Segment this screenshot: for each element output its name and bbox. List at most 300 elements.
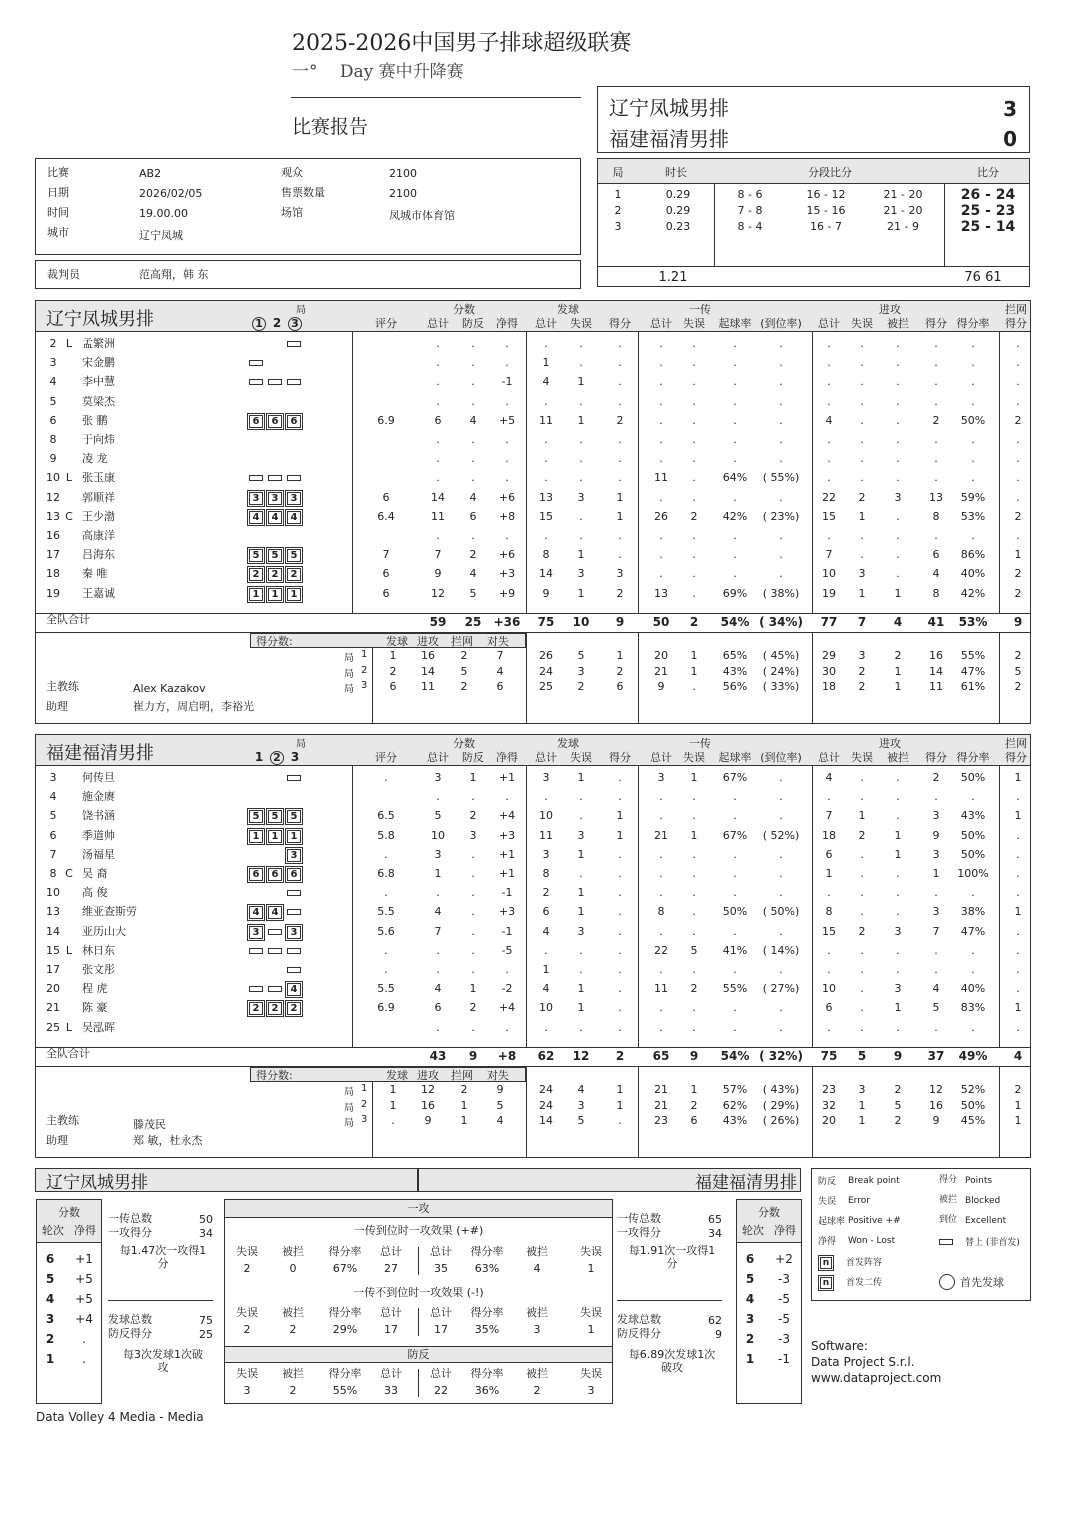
table-row[interactable] [36, 925, 1030, 943]
stat-cell: 2 [469, 1001, 477, 1015]
stat-cell: . [971, 356, 975, 370]
stat-cell: 2 [690, 509, 698, 523]
stat-cell: 4 [469, 567, 477, 581]
info-key: 比赛 [47, 166, 69, 179]
stat-cell: . [618, 337, 622, 350]
stat-cell: . [544, 529, 548, 542]
stat-cell: . [618, 394, 622, 408]
table-row[interactable] [36, 510, 1030, 528]
table-row[interactable] [36, 471, 1030, 489]
set-stat: 29 [822, 649, 836, 662]
stat-cell: 9 [434, 567, 442, 581]
sub-cell: 16 [421, 1098, 435, 1112]
stat-cell: 10 [431, 828, 445, 842]
side-stat-label: 发球总数 [617, 1313, 661, 1326]
stat-cell: . [733, 529, 737, 542]
table-row[interactable] [36, 587, 1030, 605]
table-row[interactable] [36, 567, 1030, 585]
stat-cell: 5 [469, 586, 477, 600]
stat-cell: . [1016, 356, 1020, 370]
table-row[interactable] [36, 1001, 1030, 1019]
stat-cell: 50% [960, 847, 986, 861]
attack-head: 失误 [580, 1367, 602, 1380]
stat-cell: . [659, 809, 663, 823]
stat-cell: . [436, 963, 440, 976]
stat-cell: . [971, 790, 975, 804]
set-mark: 2 [272, 316, 282, 330]
table-row[interactable] [36, 1021, 1030, 1039]
table-row[interactable] [36, 867, 1030, 885]
stat-cell: . [971, 375, 975, 389]
side-stat-note: 每1.47次一攻得1分 [119, 1244, 207, 1270]
stat-cell: 8 [932, 586, 940, 600]
set-partial: 21 - 20 [883, 188, 923, 201]
stat-cell: . [471, 1020, 475, 1034]
total-cell: 5 [857, 1049, 867, 1063]
stat-cell: . [505, 963, 509, 976]
stat-cell: 5.6 [377, 924, 395, 938]
table-row[interactable] [36, 905, 1030, 923]
stat-cell: . [471, 886, 475, 900]
starting-position: 5 [268, 549, 282, 562]
stat-cell: 3 [932, 847, 940, 861]
legend-key: 净得 [818, 1237, 837, 1247]
attack-head: 得分率 [328, 1306, 362, 1319]
team-name: 辽宁凤城男排 [46, 309, 154, 330]
software-url[interactable]: www.dataproject.com [811, 1371, 942, 1385]
stat-cell: . [1016, 394, 1020, 408]
attack-head: 得分率 [470, 1306, 504, 1319]
stat-cell: . [505, 452, 509, 466]
set-stat: 2 [894, 1083, 902, 1096]
table-row[interactable] [36, 809, 1030, 827]
stat-cell: 1 [894, 1001, 902, 1015]
col-header: 防反 [462, 317, 484, 330]
table-row[interactable] [36, 771, 1030, 789]
set-stat: 2 [616, 664, 624, 678]
side-stat-note: 每1.91次一攻得1分 [628, 1244, 716, 1270]
player-sets [249, 529, 306, 542]
stat-cell: 5.8 [377, 828, 395, 842]
starting-position: 3 [287, 492, 301, 505]
stat-cell: . [896, 548, 900, 562]
stat-cell: . [733, 847, 737, 861]
legend-value: 首先发球 [960, 1276, 1004, 1289]
stat-cell: . [860, 867, 864, 880]
stat-cell: . [544, 943, 548, 957]
total-cell: 43 [429, 1049, 447, 1063]
player-sets [249, 963, 306, 976]
player-number: 21 [46, 1001, 60, 1015]
stat-cell: . [779, 1020, 783, 1034]
stat-cell: 1 [894, 847, 902, 861]
attack-value: 22 [434, 1384, 448, 1397]
player-name: 亚历山大 [82, 924, 126, 938]
stat-cell: 11 [539, 828, 553, 842]
table-row[interactable] [36, 375, 1030, 393]
starting-position: 2 [287, 568, 301, 581]
coach-label: 主教练 [46, 680, 79, 693]
attack-head: 得分率 [328, 1245, 362, 1258]
col-header: 总计 [650, 751, 672, 764]
stat-cell: . [505, 394, 509, 408]
set-stat: . [618, 1114, 622, 1127]
player-sets [249, 886, 306, 899]
set-mark: 1 [254, 750, 264, 764]
stat-cell: 1 [616, 490, 624, 504]
stat-cell: . [827, 452, 831, 466]
player-number: 2 [49, 337, 57, 350]
mid-divider [418, 1308, 419, 1336]
stat-cell: . [544, 1020, 548, 1034]
attack-head: 得分率 [328, 1367, 362, 1380]
away-team-name: 福建福清男排 [609, 127, 729, 151]
total-cell: 65 [652, 1049, 670, 1063]
stat-cell: . [384, 771, 388, 784]
report-title: 2025-2026中国男子排球超级联赛 [292, 31, 632, 56]
total-cell: 50 [652, 615, 670, 629]
stat-cell: . [1016, 490, 1020, 504]
stat-cell: 1 [577, 847, 585, 861]
col-header: 失误 [851, 317, 873, 330]
stat-cell: . [579, 394, 583, 408]
legend-value: 首发阵容 [846, 1258, 883, 1268]
stat-cell: 1 [542, 356, 550, 370]
stat-cell: . [896, 452, 900, 466]
stat-cell: . [436, 337, 440, 350]
stat-cell: 3 [577, 924, 585, 938]
table-row[interactable] [36, 982, 1030, 1000]
stat-cell: . [934, 394, 938, 408]
col-header: 总计 [650, 317, 672, 330]
stat-cell: 6 [434, 413, 442, 427]
info-value: 2026/02/05 [139, 187, 203, 200]
sub-cell: 1 [389, 1083, 397, 1096]
starting-lineup-icon: n [820, 1257, 832, 1269]
rotation-net: +2 [775, 1252, 793, 1266]
stat-cell: 1 [616, 809, 624, 823]
stat-cell: . [860, 433, 864, 446]
attack-head: 被拦 [282, 1306, 304, 1319]
table-row[interactable] [36, 414, 1030, 432]
rotation-number: 2 [745, 1332, 755, 1346]
coach-name: 滕茂民 [133, 1118, 166, 1131]
player-number: 5 [49, 809, 57, 823]
stat-cell: . [971, 529, 975, 542]
stat-cell: . [860, 790, 864, 804]
player-number: 5 [49, 394, 57, 408]
player-number: 19 [46, 586, 60, 600]
attack-head: 被拦 [526, 1306, 548, 1319]
stat-cell: . [934, 356, 938, 370]
stat-cell: 10 [539, 1001, 553, 1015]
stat-cell: . [733, 394, 737, 408]
table-row[interactable] [36, 944, 1030, 962]
set-number: 1 [614, 188, 622, 201]
total-cell: 4 [1013, 1049, 1023, 1063]
rotation-net: +5 [75, 1272, 93, 1286]
set-word: 局 [344, 1118, 354, 1129]
stat-cell: . [779, 1001, 783, 1015]
assistant-names: 郑 敏，杜永杰 [133, 1134, 203, 1147]
total-cell: 37 [927, 1049, 945, 1063]
stat-cell: 1 [1014, 771, 1022, 784]
player-number: 8 [49, 433, 57, 446]
stat-cell: . [896, 356, 900, 370]
table-row[interactable] [36, 848, 1030, 866]
substitute-bar [268, 475, 282, 481]
attack-value: 1 [587, 1323, 595, 1336]
sub-cell: 14 [421, 664, 435, 678]
stat-cell: 1 [858, 809, 866, 823]
assistant-names: 崔力方，周启明，李裕光 [133, 700, 254, 713]
stat-cell: . [579, 867, 583, 880]
set-stat: 43% [722, 664, 748, 678]
table-row[interactable] [36, 433, 1030, 451]
stat-cell: 6 [434, 1001, 442, 1015]
stat-cell: . [659, 790, 663, 804]
side-stat-value: 9 [715, 1328, 722, 1341]
stat-cell: . [618, 452, 622, 466]
stat-cell: 38% [960, 905, 986, 919]
stat-cell: . [779, 356, 783, 370]
player-number: 10 [46, 471, 60, 485]
set-stat: 30 [822, 664, 836, 678]
stat-cell: 4 [434, 982, 442, 996]
stat-cell: 1 [577, 586, 585, 600]
rotation-col: 轮次 [742, 1224, 764, 1237]
stat-cell: 14 [539, 567, 553, 581]
attack-head: 总计 [380, 1306, 402, 1319]
stat-cell: +3 [498, 828, 516, 842]
info-value: 2100 [389, 167, 417, 180]
stat-cell: . [471, 790, 475, 804]
stat-cell: . [1016, 433, 1020, 446]
rotation-number: 4 [45, 1292, 55, 1306]
starting-position: 4 [287, 511, 301, 524]
player-role: C [65, 867, 73, 880]
set-stat: 32 [822, 1098, 836, 1112]
stat-cell: 9 [932, 828, 940, 842]
stat-cell: . [733, 452, 737, 466]
stat-cell: . [436, 471, 440, 485]
header-line [36, 331, 1030, 332]
sub-header: 拦网 [451, 635, 473, 648]
attack-head: 得分率 [470, 1367, 504, 1380]
rotation-number: 2 [45, 1332, 55, 1346]
table-row[interactable] [36, 548, 1030, 566]
table-row[interactable] [36, 790, 1030, 808]
stat-cell: . [779, 567, 783, 581]
stat-cell: . [505, 529, 509, 542]
stat-cell: 11 [431, 509, 445, 523]
stat-cell: 7 [825, 809, 833, 823]
table-row[interactable] [36, 529, 1030, 547]
info-key: 时间 [47, 206, 69, 219]
stat-cell: . [1016, 847, 1020, 861]
set-stat: ( 45%) [762, 649, 800, 662]
group-header: 一传 [689, 737, 711, 750]
total-cell: 2 [615, 1049, 625, 1063]
stat-cell: 8 [825, 905, 833, 919]
set-stat: 1 [858, 1098, 866, 1112]
stat-cell: . [1016, 471, 1020, 485]
stat-cell: . [618, 790, 622, 804]
stat-cell: . [471, 905, 475, 919]
table-row[interactable] [36, 886, 1030, 904]
col-header: 得分 [925, 751, 947, 764]
stat-cell: 12 [431, 586, 445, 600]
stat-cell: 4 [542, 375, 550, 389]
stat-cell: . [471, 847, 475, 861]
stat-cell: . [860, 1001, 864, 1015]
stat-cell: 10 [822, 982, 836, 996]
set-stat: 21 [654, 1098, 668, 1112]
set-mark: 1 [252, 317, 266, 331]
side-stats [617, 1208, 722, 1388]
set-stat: 12 [929, 1083, 943, 1096]
total-cell: 54% [720, 615, 750, 629]
rotation-net: +1 [75, 1252, 93, 1266]
starting-position: 3 [249, 492, 263, 505]
attack-value: 27 [384, 1262, 398, 1275]
player-number: 8 [49, 867, 57, 880]
starting-position: 3 [287, 926, 301, 939]
stat-cell: . [505, 1020, 509, 1034]
stat-cell: . [733, 433, 737, 446]
rotation-net: -5 [778, 1292, 790, 1306]
stat-cell: . [733, 1020, 737, 1034]
player-name: 陈 豪 [82, 1001, 108, 1015]
stat-cell: . [471, 529, 475, 542]
stat-cell: 4 [434, 905, 442, 919]
away-team-table [35, 734, 1031, 1158]
stat-cell: 9 [542, 586, 550, 600]
stat-cell: . [827, 1020, 831, 1034]
player-name: 施金赓 [82, 790, 115, 804]
starting-position: 4 [287, 983, 301, 996]
total-duration: 1.21 [658, 270, 688, 285]
stat-cell: . [1016, 375, 1020, 389]
starting-position: 2 [268, 568, 282, 581]
starting-position: 5 [287, 810, 301, 823]
stat-cell: 2 [858, 490, 866, 504]
rotation-number: 3 [45, 1312, 55, 1326]
player-number: 7 [49, 847, 57, 861]
stat-cell: 4 [825, 771, 833, 784]
rotation-number: 1 [45, 1352, 55, 1366]
side-stat-label: 一传总数 [108, 1212, 152, 1225]
stat-cell: . [692, 337, 696, 350]
software-company: Data Project S.r.l. [811, 1355, 915, 1369]
stat-cell: ( 38%) [762, 586, 800, 600]
side-stat-label: 防反得分 [617, 1327, 661, 1340]
stat-cell: 1 [469, 771, 477, 784]
table-row[interactable] [36, 452, 1030, 470]
set-stat: 43% [722, 1114, 748, 1127]
sub-cell: 7 [496, 649, 504, 662]
total-label: 全队合计 [46, 1047, 90, 1060]
stat-cell: 4 [932, 982, 940, 996]
stat-cell: . [934, 452, 938, 466]
stat-cell: 7 [434, 548, 442, 562]
stat-cell: . [860, 982, 864, 996]
table-row[interactable] [36, 491, 1030, 509]
stat-cell: . [779, 452, 783, 466]
player-number: 4 [49, 790, 57, 804]
stat-cell: . [692, 963, 696, 976]
legend-value: 首发二传 [846, 1278, 883, 1288]
attack-value: 55% [332, 1384, 358, 1397]
set-partial: 21 - 9 [887, 220, 919, 233]
stat-cell: . [659, 1020, 663, 1034]
table-row[interactable] [36, 356, 1030, 374]
attack-head: 总计 [430, 1306, 452, 1319]
player-number: 15 [46, 943, 60, 957]
stat-cell: 100% [957, 867, 989, 880]
set-stat: ( 43%) [762, 1083, 800, 1096]
total-cell: 9 [1013, 615, 1023, 629]
table-row[interactable] [36, 337, 1030, 355]
rotation-col: 净得 [774, 1224, 796, 1237]
col-header: 净得 [496, 751, 518, 764]
info-value: 辽宁凤城 [139, 229, 183, 242]
set-stat: 2 [1014, 1083, 1022, 1096]
col-header: 总计 [427, 317, 449, 330]
info-value: AB2 [139, 167, 162, 180]
rotation-col: 轮次 [42, 1224, 64, 1237]
sub-cell: 12 [421, 1083, 435, 1096]
stat-cell: . [733, 375, 737, 389]
sets-box [597, 158, 1030, 287]
stat-cell: . [971, 471, 975, 485]
set-stat: 2 [894, 649, 902, 662]
col-header: 失误 [683, 751, 705, 764]
stat-cell: . [544, 394, 548, 408]
set-stat: 4 [577, 1083, 585, 1096]
stat-cell: . [896, 886, 900, 900]
stat-cell: . [733, 1001, 737, 1015]
set-stat: 56% [722, 680, 748, 693]
player-sets [249, 356, 306, 369]
stat-cell: . [579, 963, 583, 976]
stat-cell: . [779, 809, 783, 823]
legend-box [811, 1168, 1031, 1301]
stat-cell: 2 [616, 413, 624, 427]
table-row[interactable] [36, 963, 1030, 981]
player-name: 李中慧 [82, 375, 115, 389]
side-stat-label: 发球总数 [108, 1313, 152, 1326]
stat-cell: . [471, 943, 475, 957]
table-row[interactable] [36, 829, 1030, 847]
attack-head: 总计 [380, 1245, 402, 1258]
set-row [36, 1083, 1030, 1098]
set-word: 局 [344, 684, 354, 695]
starting-position: 5 [249, 549, 263, 562]
set-row [36, 1114, 1030, 1129]
set-stat: 45% [960, 1114, 986, 1127]
player-number: 17 [46, 963, 60, 976]
total-cell: 75 [820, 1049, 838, 1063]
set-stat: ( 24%) [762, 664, 800, 678]
stat-cell: . [618, 847, 622, 861]
side-stat-note: 每6.89次发球1次破攻 [628, 1348, 716, 1374]
table-row[interactable] [36, 395, 1030, 413]
set-stat: 57% [722, 1083, 748, 1096]
attack-title: 一攻 [407, 1202, 430, 1215]
stat-cell: . [436, 356, 440, 370]
substitute-bar [249, 379, 263, 385]
